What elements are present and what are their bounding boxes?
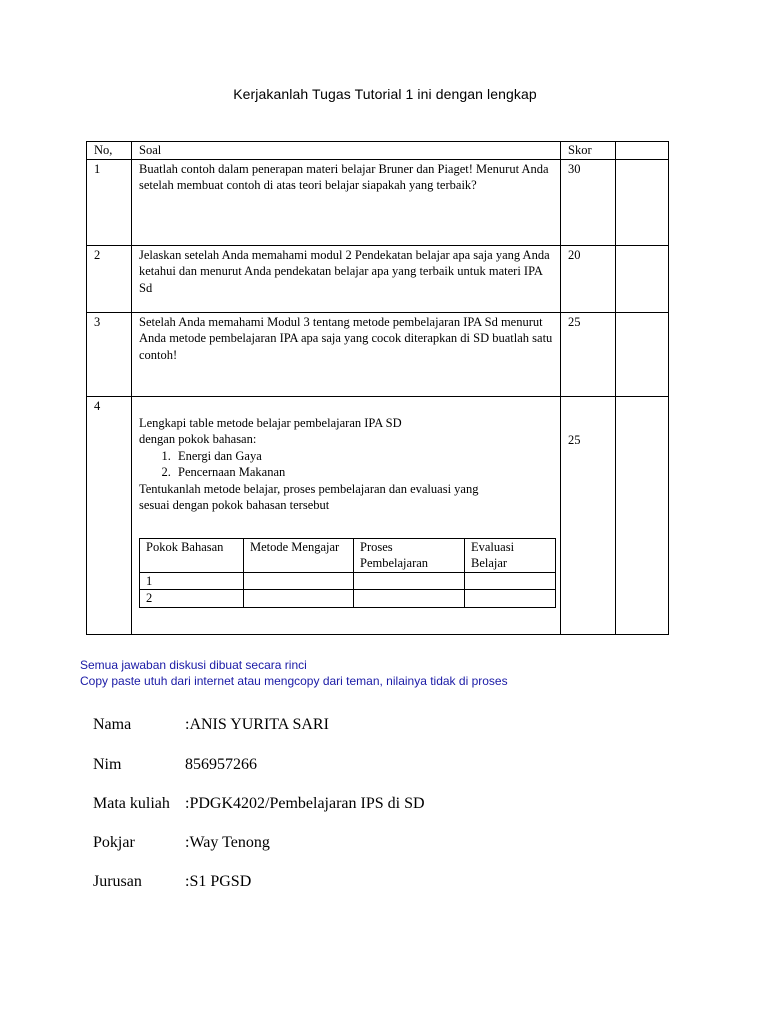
info-value: :Way Tenong — [185, 834, 270, 851]
document-title: Kerjakanlah Tugas Tutorial 1 ini dengan lengkap — [233, 86, 537, 102]
score-cell: 20 — [561, 245, 616, 312]
row-number: 1 — [87, 159, 132, 245]
table-row — [87, 396, 669, 634]
score-cell: 25 — [561, 312, 616, 396]
empty-cell — [465, 572, 556, 590]
empty-cell — [354, 572, 465, 590]
table-header-row — [87, 142, 669, 160]
question-text: Buatlah contoh dalam penerapan materi belajar Bruner dan Piaget! Menurut Anda setelah membuat contoh di atas teori belajar siapakah yang terbaik? — [132, 159, 561, 245]
score-cell: 30 — [561, 159, 616, 245]
table-row — [87, 159, 669, 245]
info-label: Nim — [93, 756, 122, 773]
table-row — [87, 312, 669, 396]
assignment-table — [86, 141, 669, 635]
subtable-row — [140, 572, 556, 590]
info-value: :ANIS YURITA SARI — [185, 716, 329, 733]
info-value: :PDGK4202/Pembelajaran IPS di SD — [185, 795, 425, 812]
subtable-header-row — [140, 538, 556, 572]
empty-cell — [616, 312, 669, 396]
subtable-row-number: 2 — [140, 590, 244, 608]
info-label: Pokjar — [93, 834, 135, 851]
header-skor: Skor — [561, 142, 616, 160]
header-extra — [616, 142, 669, 160]
subheader-pokok: Pokok Bahasan — [140, 538, 244, 572]
subheader-evaluasi: Evaluasi Belajar — [465, 538, 556, 572]
info-value: :S1 PGSD — [185, 873, 252, 890]
header-no: No, — [87, 142, 132, 160]
note-line-1: Semua jawaban diskusi dibuat secara rinci — [80, 658, 307, 672]
empty-cell — [616, 245, 669, 312]
info-value: 856957266 — [185, 756, 257, 773]
info-label: Nama — [93, 716, 132, 733]
subtable-row-number: 1 — [140, 572, 244, 590]
empty-cell — [465, 590, 556, 608]
row-number: 2 — [87, 245, 132, 312]
score-value: 25 — [568, 432, 581, 447]
topic-list — [139, 448, 553, 481]
empty-cell — [616, 159, 669, 245]
question-intro-line2: dengan pokok bahasan: — [139, 432, 257, 446]
table-row — [87, 245, 669, 312]
method-subtable — [139, 538, 556, 608]
header-soal: Soal — [132, 142, 561, 160]
empty-cell — [354, 590, 465, 608]
question-instruction: Tentukanlah metode belajar, proses pembelajaran dan evaluasi yang sesuai dengan pokok bahasan tersebut — [139, 481, 479, 512]
row-number: 4 — [87, 396, 132, 634]
question-text — [132, 396, 561, 634]
subtable-row — [140, 590, 556, 608]
list-item: 2. Pencernaan Makanan — [174, 464, 553, 481]
info-label: Mata kuliah — [93, 795, 170, 812]
subheader-metode: Metode Mengajar — [244, 538, 354, 572]
score-cell — [561, 396, 616, 634]
empty-cell — [616, 396, 669, 634]
row-number: 3 — [87, 312, 132, 396]
empty-cell — [244, 572, 354, 590]
note-line-2: Copy paste utuh dari internet atau mengcopy dari teman, nilainya tidak di proses — [80, 674, 508, 688]
info-label: Jurusan — [93, 873, 142, 890]
empty-cell — [244, 590, 354, 608]
question-text: Setelah Anda memahami Modul 3 tentang metode pembelajaran IPA Sd menurut Anda metode pembelajaran IPA apa saja yang cocok diterapkan di SD buatlah satu contoh! — [132, 312, 561, 396]
question-text: Jelaskan setelah Anda memahami modul 2 Pendekatan belajar apa saja yang Anda ketahui dan menurut Anda pendekatan belajar apa yang terbaik untuk materi IPA Sd — [132, 245, 561, 312]
list-item: 1. Energi dan Gaya — [174, 448, 553, 465]
subheader-proses: Proses Pembelajaran — [354, 538, 465, 572]
question-intro-line1: Lengkapi table metode belajar pembelajaran IPA SD — [139, 415, 402, 430]
